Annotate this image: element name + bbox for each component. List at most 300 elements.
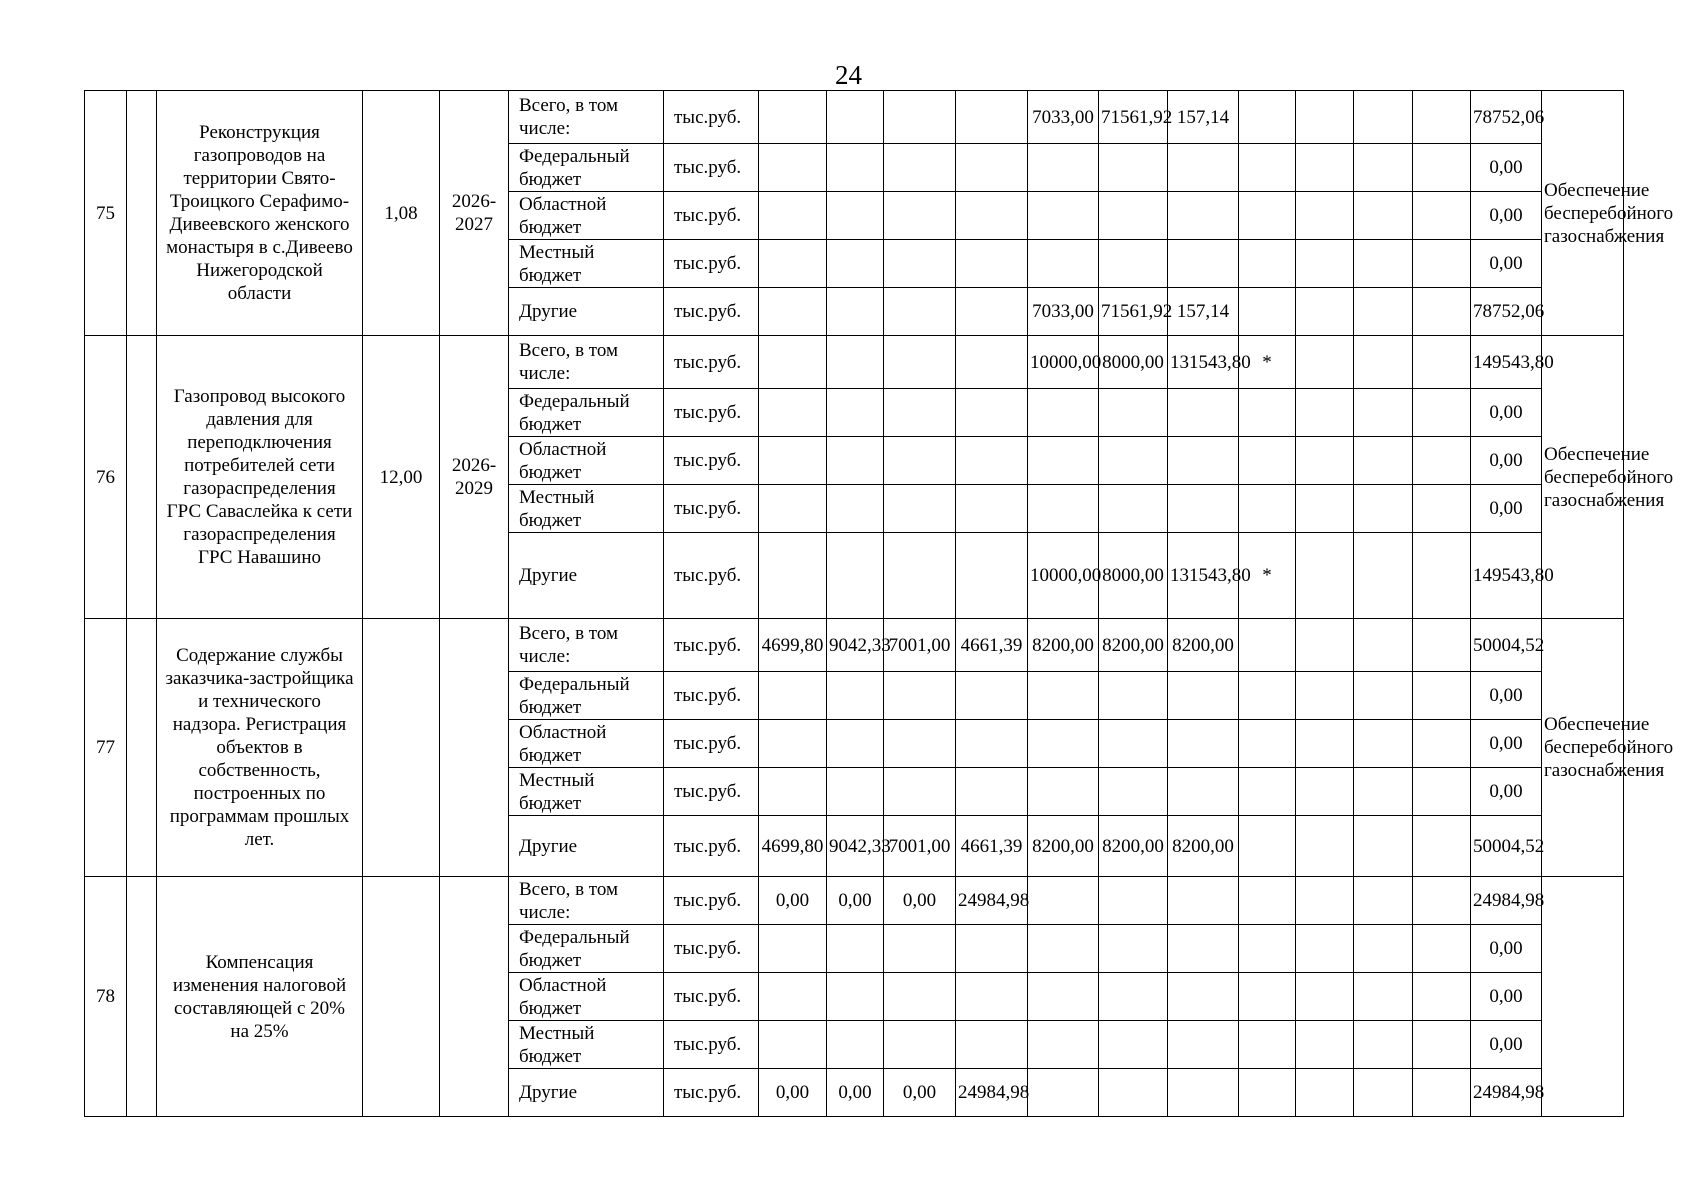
year-value <box>1099 144 1168 192</box>
year-value <box>884 485 956 533</box>
year-value <box>1028 768 1099 816</box>
year-value <box>1413 336 1471 389</box>
year-value <box>1296 925 1354 973</box>
funding-source: Федеральный бюджет <box>509 925 664 973</box>
year-value <box>1296 768 1354 816</box>
year-value <box>884 144 956 192</box>
year-value: * <box>1239 533 1296 619</box>
year-value <box>759 240 827 288</box>
year-value <box>884 720 956 768</box>
year-value <box>1354 389 1413 437</box>
year-value <box>1354 619 1413 672</box>
table-row <box>85 877 1624 925</box>
year-value <box>759 336 827 389</box>
year-value <box>827 533 884 619</box>
year-value: * <box>1239 336 1296 389</box>
funding-source: Федеральный бюджет <box>509 389 664 437</box>
year-value: 0,00 <box>884 1069 956 1117</box>
year-value <box>759 91 827 144</box>
total-value: 0,00 <box>1471 768 1542 816</box>
year-value <box>1028 720 1099 768</box>
year-value <box>1413 973 1471 1021</box>
total-value: 149543,80 <box>1471 533 1542 619</box>
year-value: 7001,00 <box>884 619 956 672</box>
year-value: 9042,33 <box>827 816 884 877</box>
year-value <box>1099 192 1168 240</box>
year-value <box>759 1021 827 1069</box>
year-value: 131543,80 <box>1168 336 1239 389</box>
total-value: 0,00 <box>1471 192 1542 240</box>
year-value <box>884 672 956 720</box>
funding-source: Федеральный бюджет <box>509 144 664 192</box>
funding-source: Местный бюджет <box>509 1021 664 1069</box>
year-value <box>759 288 827 336</box>
year-value <box>956 925 1028 973</box>
period: 2026-2027 <box>440 91 509 336</box>
year-value <box>956 485 1028 533</box>
project-name: Газопровод высокого давления для переподключения потребителей сети газораспределения ГРС Саваслейка к сети газораспределения ГРС Навашино <box>157 336 363 619</box>
year-value <box>956 1021 1028 1069</box>
year-value <box>1168 1021 1239 1069</box>
year-value <box>956 91 1028 144</box>
year-value <box>1239 437 1296 485</box>
year-value <box>1354 816 1413 877</box>
year-value <box>884 437 956 485</box>
year-value <box>827 1021 884 1069</box>
year-value <box>1354 1021 1413 1069</box>
year-value <box>1239 144 1296 192</box>
year-value: 131543,80 <box>1168 533 1239 619</box>
year-value <box>1354 485 1413 533</box>
year-value <box>827 144 884 192</box>
year-value <box>956 192 1028 240</box>
year-value <box>1413 1069 1471 1117</box>
year-value <box>1099 720 1168 768</box>
year-value <box>759 389 827 437</box>
unit: тыс.руб. <box>664 240 759 288</box>
year-value <box>1413 816 1471 877</box>
funding-source: Другие <box>509 533 664 619</box>
year-value <box>759 192 827 240</box>
year-value <box>1413 240 1471 288</box>
year-value <box>1239 240 1296 288</box>
year-value <box>1239 192 1296 240</box>
year-value: 71561,92 <box>1099 288 1168 336</box>
year-value <box>759 485 827 533</box>
year-value: 157,14 <box>1168 91 1239 144</box>
expected-result: Обеспечение бесперебойного газоснабжения <box>1542 91 1624 336</box>
year-value <box>1168 485 1239 533</box>
year-value <box>1354 288 1413 336</box>
year-value <box>1028 1069 1099 1117</box>
year-value <box>1354 1069 1413 1117</box>
year-value <box>1354 973 1413 1021</box>
funding-source: Местный бюджет <box>509 768 664 816</box>
funding-source: Всего, в том числе: <box>509 91 664 144</box>
total-value: 0,00 <box>1471 973 1542 1021</box>
year-value <box>827 768 884 816</box>
year-value <box>1028 389 1099 437</box>
year-value <box>827 288 884 336</box>
year-value <box>1239 1021 1296 1069</box>
year-value: 4661,39 <box>956 619 1028 672</box>
year-value <box>1099 672 1168 720</box>
year-value <box>827 336 884 389</box>
year-value <box>1168 144 1239 192</box>
funding-source: Местный бюджет <box>509 485 664 533</box>
year-value: 0,00 <box>827 877 884 925</box>
period <box>440 619 509 877</box>
table-body <box>85 91 1674 1117</box>
year-value <box>1354 672 1413 720</box>
project-name: Компенсация изменения налоговой составляющей с 20% на 25% <box>157 877 363 1117</box>
total-value: 0,00 <box>1471 720 1542 768</box>
unit: тыс.руб. <box>664 925 759 973</box>
total-value: 0,00 <box>1471 389 1542 437</box>
year-value <box>1239 619 1296 672</box>
year-value: 8200,00 <box>1028 816 1099 877</box>
year-value <box>884 240 956 288</box>
year-value <box>1099 240 1168 288</box>
year-value <box>1296 973 1354 1021</box>
year-value <box>1296 192 1354 240</box>
year-value <box>1028 144 1099 192</box>
year-value: 8200,00 <box>1099 816 1168 877</box>
year-value <box>956 336 1028 389</box>
unit: тыс.руб. <box>664 1069 759 1117</box>
unit: тыс.руб. <box>664 768 759 816</box>
year-value <box>1028 1021 1099 1069</box>
length-km: 1,08 <box>363 91 440 336</box>
year-value <box>759 720 827 768</box>
funding-source: Всего, в том числе: <box>509 877 664 925</box>
year-value <box>1168 389 1239 437</box>
year-value <box>1099 768 1168 816</box>
year-value <box>827 720 884 768</box>
page-number: 24 <box>835 60 862 90</box>
blank-cell <box>127 877 157 1117</box>
funding-source: Областной бюджет <box>509 973 664 1021</box>
year-value <box>759 973 827 1021</box>
period: 2026-2029 <box>440 336 509 619</box>
blank-cell <box>127 619 157 877</box>
year-value <box>1296 389 1354 437</box>
year-value: 4661,39 <box>956 816 1028 877</box>
year-value <box>1168 240 1239 288</box>
row-number: 77 <box>85 619 127 877</box>
year-value <box>1413 877 1471 925</box>
year-value <box>1296 1021 1354 1069</box>
year-value <box>956 533 1028 619</box>
unit: тыс.руб. <box>664 1021 759 1069</box>
funding-source: Другие <box>509 1069 664 1117</box>
year-value <box>759 925 827 973</box>
year-value <box>1296 619 1354 672</box>
table-row <box>85 91 1624 144</box>
year-value <box>1239 768 1296 816</box>
year-value <box>1099 973 1168 1021</box>
year-value <box>956 437 1028 485</box>
year-value <box>956 389 1028 437</box>
year-value: 8000,00 <box>1099 336 1168 389</box>
expected-result <box>1542 877 1624 1117</box>
year-value <box>884 925 956 973</box>
year-value <box>1239 288 1296 336</box>
total-value: 24984,98 <box>1471 877 1542 925</box>
year-value <box>956 768 1028 816</box>
funding-source: Областной бюджет <box>509 437 664 485</box>
year-value <box>827 240 884 288</box>
year-value <box>1413 768 1471 816</box>
blank-cell <box>127 336 157 619</box>
year-value: 7033,00 <box>1028 91 1099 144</box>
unit: тыс.руб. <box>664 973 759 1021</box>
year-value <box>1239 720 1296 768</box>
table-row <box>85 336 1624 389</box>
total-value: 0,00 <box>1471 485 1542 533</box>
project-name: Содержание службы заказчика-застройщика и технического надзора. Регистрация объектов в собственность, построенных по программам прошлых лет. <box>157 619 363 877</box>
year-value <box>956 288 1028 336</box>
year-value <box>1028 672 1099 720</box>
year-value <box>1413 389 1471 437</box>
year-value <box>759 144 827 192</box>
total-value: 0,00 <box>1471 144 1542 192</box>
year-value: 8200,00 <box>1168 619 1239 672</box>
length-km: 12,00 <box>363 336 440 619</box>
year-value <box>1028 437 1099 485</box>
year-value <box>1296 1069 1354 1117</box>
unit: тыс.руб. <box>664 816 759 877</box>
year-value <box>1413 533 1471 619</box>
total-value: 0,00 <box>1471 1021 1542 1069</box>
year-value <box>884 91 956 144</box>
year-value <box>1239 1069 1296 1117</box>
year-value: 0,00 <box>759 1069 827 1117</box>
unit: тыс.руб. <box>664 619 759 672</box>
year-value <box>1413 672 1471 720</box>
year-value <box>1354 768 1413 816</box>
year-value <box>1296 144 1354 192</box>
year-value: 8000,00 <box>1099 533 1168 619</box>
year-value <box>884 973 956 1021</box>
program-table <box>84 90 1674 1117</box>
year-value <box>1413 288 1471 336</box>
funding-source: Областной бюджет <box>509 192 664 240</box>
year-value: 4699,80 <box>759 619 827 672</box>
funding-source: Всего, в том числе: <box>509 336 664 389</box>
total-value: 50004,52 <box>1471 816 1542 877</box>
year-value <box>1296 533 1354 619</box>
year-value <box>1028 240 1099 288</box>
year-value <box>1239 91 1296 144</box>
year-value <box>1354 877 1413 925</box>
funding-source: Областной бюджет <box>509 720 664 768</box>
unit: тыс.руб. <box>664 485 759 533</box>
year-value <box>1028 485 1099 533</box>
year-value <box>827 672 884 720</box>
year-value <box>1354 925 1413 973</box>
year-value <box>884 336 956 389</box>
unit: тыс.руб. <box>664 720 759 768</box>
year-value <box>1168 973 1239 1021</box>
year-value <box>1296 816 1354 877</box>
year-value <box>1413 925 1471 973</box>
year-value <box>1168 1069 1239 1117</box>
year-value <box>1296 437 1354 485</box>
year-value <box>1413 1021 1471 1069</box>
year-value <box>956 672 1028 720</box>
year-value <box>956 144 1028 192</box>
year-value <box>1239 877 1296 925</box>
year-value <box>1099 389 1168 437</box>
year-value <box>1296 672 1354 720</box>
year-value: 7033,00 <box>1028 288 1099 336</box>
year-value <box>1354 144 1413 192</box>
year-value: 0,00 <box>759 877 827 925</box>
unit: тыс.руб. <box>664 533 759 619</box>
year-value: 4699,80 <box>759 816 827 877</box>
year-value <box>1354 240 1413 288</box>
year-value <box>1296 288 1354 336</box>
funding-source: Всего, в том числе: <box>509 619 664 672</box>
year-value <box>884 288 956 336</box>
year-value <box>759 672 827 720</box>
year-value <box>1099 1021 1168 1069</box>
total-value: 149543,80 <box>1471 336 1542 389</box>
year-value <box>1354 533 1413 619</box>
blank-cell <box>127 91 157 336</box>
year-value <box>884 533 956 619</box>
year-value <box>1413 192 1471 240</box>
year-value <box>1413 91 1471 144</box>
total-value: 0,00 <box>1471 437 1542 485</box>
expected-result: Обеспечение бесперебойного газоснабжения <box>1542 619 1624 877</box>
unit: тыс.руб. <box>664 336 759 389</box>
year-value <box>1028 877 1099 925</box>
unit: тыс.руб. <box>664 144 759 192</box>
total-value: 78752,06 <box>1471 91 1542 144</box>
year-value <box>827 437 884 485</box>
year-value <box>1168 437 1239 485</box>
year-value <box>1099 485 1168 533</box>
year-value <box>827 925 884 973</box>
year-value: 10000,00 <box>1028 533 1099 619</box>
year-value <box>1354 91 1413 144</box>
year-value: 10000,00 <box>1028 336 1099 389</box>
year-value <box>1099 1069 1168 1117</box>
funding-source: Другие <box>509 288 664 336</box>
total-value: 0,00 <box>1471 240 1542 288</box>
year-value <box>1028 973 1099 1021</box>
year-value <box>827 192 884 240</box>
year-value <box>956 973 1028 1021</box>
year-value <box>1239 389 1296 437</box>
year-value <box>1239 485 1296 533</box>
year-value: 71561,92 <box>1099 91 1168 144</box>
funding-source: Местный бюджет <box>509 240 664 288</box>
unit: тыс.руб. <box>664 288 759 336</box>
row-number: 78 <box>85 877 127 1117</box>
funding-source: Федеральный бюджет <box>509 672 664 720</box>
year-value: 157,14 <box>1168 288 1239 336</box>
year-value: 7001,00 <box>884 816 956 877</box>
unit: тыс.руб. <box>664 389 759 437</box>
year-value: 8200,00 <box>1168 816 1239 877</box>
year-value <box>1099 877 1168 925</box>
table-row <box>85 619 1624 672</box>
year-value <box>1413 485 1471 533</box>
year-value <box>1296 336 1354 389</box>
year-value <box>1099 437 1168 485</box>
year-value <box>759 768 827 816</box>
year-value <box>956 240 1028 288</box>
year-value <box>827 973 884 1021</box>
year-value <box>1413 619 1471 672</box>
unit: тыс.руб. <box>664 91 759 144</box>
unit: тыс.руб. <box>664 192 759 240</box>
year-value: 9042,33 <box>827 619 884 672</box>
year-value: 8200,00 <box>1028 619 1099 672</box>
year-value <box>884 1021 956 1069</box>
year-value: 0,00 <box>884 877 956 925</box>
row-number: 76 <box>85 336 127 619</box>
year-value: 8200,00 <box>1099 619 1168 672</box>
year-value <box>1413 144 1471 192</box>
year-value <box>759 533 827 619</box>
year-value <box>1168 768 1239 816</box>
year-value <box>1354 437 1413 485</box>
year-value <box>1354 192 1413 240</box>
year-value <box>1296 877 1354 925</box>
year-value <box>1099 925 1168 973</box>
length-km <box>363 877 440 1117</box>
year-value <box>1028 925 1099 973</box>
year-value <box>1354 336 1413 389</box>
year-value <box>827 389 884 437</box>
period <box>440 877 509 1117</box>
project-name: Реконструкция газопроводов на территории Свято-Троицкого Серафимо-Дивеевского женского монастыря в с.Дивеево Нижегородской области <box>157 91 363 336</box>
year-value <box>827 91 884 144</box>
year-value: 0,00 <box>827 1069 884 1117</box>
year-value <box>956 720 1028 768</box>
total-value: 24984,98 <box>1471 1069 1542 1117</box>
year-value <box>1239 672 1296 720</box>
total-value: 0,00 <box>1471 925 1542 973</box>
funding-source: Другие <box>509 816 664 877</box>
year-value <box>1413 720 1471 768</box>
year-value <box>1168 192 1239 240</box>
year-value <box>1168 672 1239 720</box>
unit: тыс.руб. <box>664 877 759 925</box>
year-value <box>827 485 884 533</box>
year-value <box>1239 925 1296 973</box>
year-value: 24984,98 <box>956 877 1028 925</box>
unit: тыс.руб. <box>664 672 759 720</box>
expected-result: Обеспечение бесперебойного газоснабжения <box>1542 336 1624 619</box>
year-value <box>1296 485 1354 533</box>
total-value: 78752,06 <box>1471 288 1542 336</box>
year-value <box>1413 437 1471 485</box>
year-value <box>884 768 956 816</box>
year-value: 24984,98 <box>956 1069 1028 1117</box>
total-value: 0,00 <box>1471 672 1542 720</box>
year-value <box>1168 925 1239 973</box>
year-value <box>1168 877 1239 925</box>
row-number: 75 <box>85 91 127 336</box>
year-value <box>1239 816 1296 877</box>
year-value <box>884 192 956 240</box>
year-value <box>1354 720 1413 768</box>
